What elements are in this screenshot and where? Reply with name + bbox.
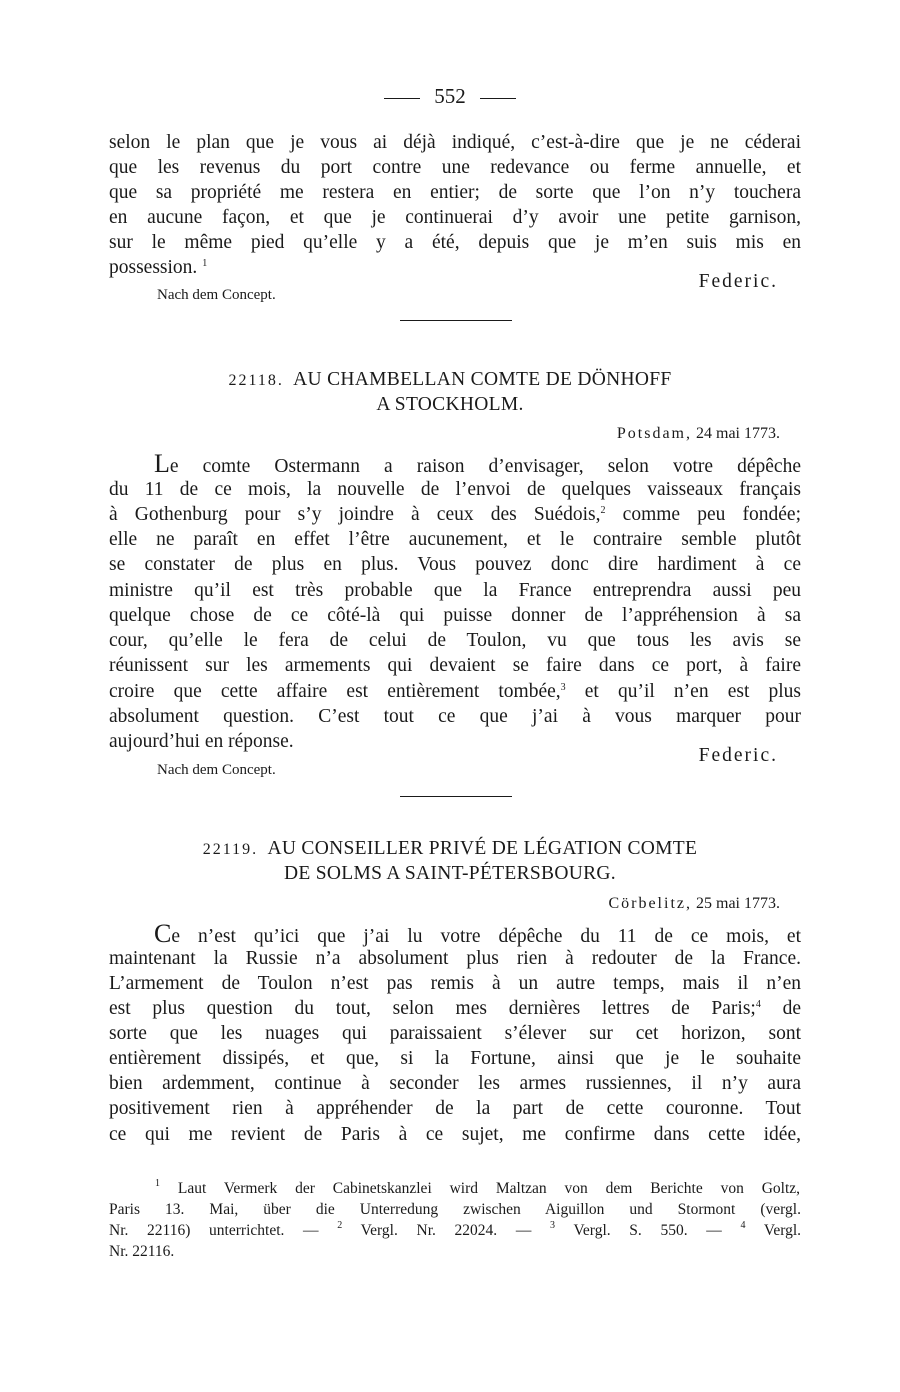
text-line: aujourd’hui en réponse. — [109, 731, 294, 752]
header-dash-left — [384, 98, 420, 99]
signature: Federic. — [698, 271, 778, 292]
line-text: croire que cette affaire est entièrement tombée, — [109, 681, 561, 702]
page-number: 552 — [434, 84, 466, 108]
footnote-mark: 1 — [155, 1178, 160, 1189]
line-text: et qu’il n’en est plus — [565, 681, 801, 702]
footnote-line: Nr. 22116. — [109, 1243, 175, 1260]
header-dash-right — [480, 98, 516, 99]
footnote-ref: 1 — [202, 258, 208, 269]
signature: Federic. — [698, 745, 778, 766]
footnote-ref: 2 — [600, 505, 606, 516]
footnote-text: Vergl. Nr. 22024. — — [360, 1222, 532, 1239]
text-line: ministre qu’il est très probable que la France entreprendra aussi peu — [109, 580, 801, 601]
letter-date — [617, 425, 780, 443]
footnote-line — [155, 1178, 800, 1199]
date-day: 24 mai 1773. — [696, 425, 780, 442]
letter-title-line1: AU CONSEILLER PRIVÉ DE LÉGATION COMTE — [267, 838, 698, 859]
line-text: est plus question du tout, selon mes dernières lettres de Paris; — [109, 998, 756, 1019]
drop-cap: C — [154, 919, 172, 948]
letter-number: 22118. — [228, 372, 284, 389]
section-rule — [400, 796, 512, 797]
text-line: L’armement de Toulon n’est pas remis à un autre temps, mais il n’en — [109, 973, 801, 994]
date-place: Potsdam, — [616, 425, 692, 442]
letter-heading — [0, 836, 900, 862]
text-line: sorte que les nuages qui paraissaient s’élever sur cet horizon, sont — [109, 1023, 801, 1044]
footnote-text: Nr. 22116) unterrichtet. — — [109, 1222, 319, 1239]
footnote-text: Vergl. S. 550. — — [573, 1222, 722, 1239]
text-line — [154, 451, 801, 479]
footnote-mark: 3 — [550, 1220, 556, 1231]
line-text: de — [760, 998, 801, 1019]
text-line: absolument question. C’est tout ce que j’ai à vous marquer pour — [109, 706, 801, 727]
source-note: Nach dem Concept. — [157, 762, 276, 778]
text-line: elle ne paraît en effet l’être aucunement, et le contraire semble plutôt — [109, 529, 801, 550]
line-text: à Gothenburg pour s’y joindre à ceux des Suédois, — [109, 504, 601, 525]
text-line — [154, 921, 801, 949]
date-day: 25 mai 1773. — [696, 895, 780, 912]
footnote-ref: 4 — [755, 999, 761, 1010]
text-line: en aucune façon, et que je continuerai d’y avoir une petite garnison, — [109, 207, 801, 228]
letter-number: 22119. — [202, 841, 259, 858]
text-line — [109, 255, 801, 280]
letter-heading — [0, 367, 900, 393]
footnote-line — [109, 1220, 801, 1241]
footnote-text: Vergl. — [763, 1222, 802, 1239]
text-line — [109, 996, 801, 1021]
text-line: du 11 de ce mois, la nouvelle de l’envoi de quelques vaisseaux français — [109, 479, 801, 500]
line-text: possession. — [109, 257, 198, 278]
drop-cap: L — [154, 449, 170, 478]
section-rule — [400, 320, 512, 321]
text-line: quelque chose de ce côté-là qui puisse donner de l’appréhension à sa — [109, 605, 801, 626]
text-line: bien ardemment, continue à seconder les armes russiennes, il n’y aura — [109, 1073, 801, 1094]
letter-title-line2: DE SOLMS A SAINT-PÉTERSBOURG. — [284, 863, 616, 884]
text-line: positivement rien à appréhender de la part de cette couronne. Tout — [109, 1098, 801, 1119]
footnote-text: Laut Vermerk der Cabinetskanzlei wird Maltzan von dem Berichte von Goltz, — [177, 1180, 801, 1197]
line-text: comme peu fondée; — [605, 504, 801, 525]
text-line: se constater de plus en plus. Vous pouvez donc dire hardiment à ce — [109, 554, 801, 575]
page-header — [0, 84, 900, 109]
text-line — [109, 679, 801, 704]
footnote-mark: 2 — [337, 1220, 343, 1231]
text-line: réunissent sur les armements qui devaient se faire dans ce port, à faire — [109, 655, 801, 676]
footnote-line: Paris 13. Mai, über die Unterredung zwischen Aiguillon und Stormont (vergl. — [109, 1201, 801, 1218]
letter-title-line1: AU CHAMBELLAN COMTE DE DÖNHOFF — [293, 369, 672, 390]
text-line: que les revenus du port contre une redevance ou ferme annuelle, et — [109, 157, 801, 178]
text-line — [109, 502, 801, 527]
letter-date — [608, 895, 780, 913]
source-note: Nach dem Concept. — [157, 287, 276, 303]
footnote-mark: 4 — [740, 1220, 746, 1231]
line-text: e n’est qu’ici que j’ai lu votre dépêche du 11 de ce mois, et — [171, 926, 801, 947]
text-line: sur le même pied qu’elle y a été, depuis que je m’en suis mis en — [109, 232, 801, 253]
date-place: Cörbelitz, — [608, 895, 692, 912]
text-line: selon le plan que je vous ai déjà indiqué, c’est-à-dire que je ne céderai — [109, 132, 801, 153]
letter-title-line2: A STOCKHOLM. — [376, 394, 524, 415]
text-line: maintenant la Russie n’a absolument plus rien à redouter de la France. — [109, 948, 801, 969]
text-line: entièrement dissipés, et que, si la Fortune, ainsi que je le souhaite — [109, 1048, 801, 1069]
text-line: que sa propriété me restera en entier; de sorte que l’on n’y touchera — [109, 182, 801, 203]
footnote-ref: 3 — [560, 682, 566, 693]
text-line: ce qui me revient de Paris à ce sujet, me confirme dans cette idée, — [109, 1124, 801, 1145]
line-text: e comte Ostermann a raison d’envisager, selon votre dépêche — [169, 456, 801, 477]
text-line: cour, qu’elle le fera de celui de Toulon, vu que tous les avis se — [109, 630, 801, 651]
